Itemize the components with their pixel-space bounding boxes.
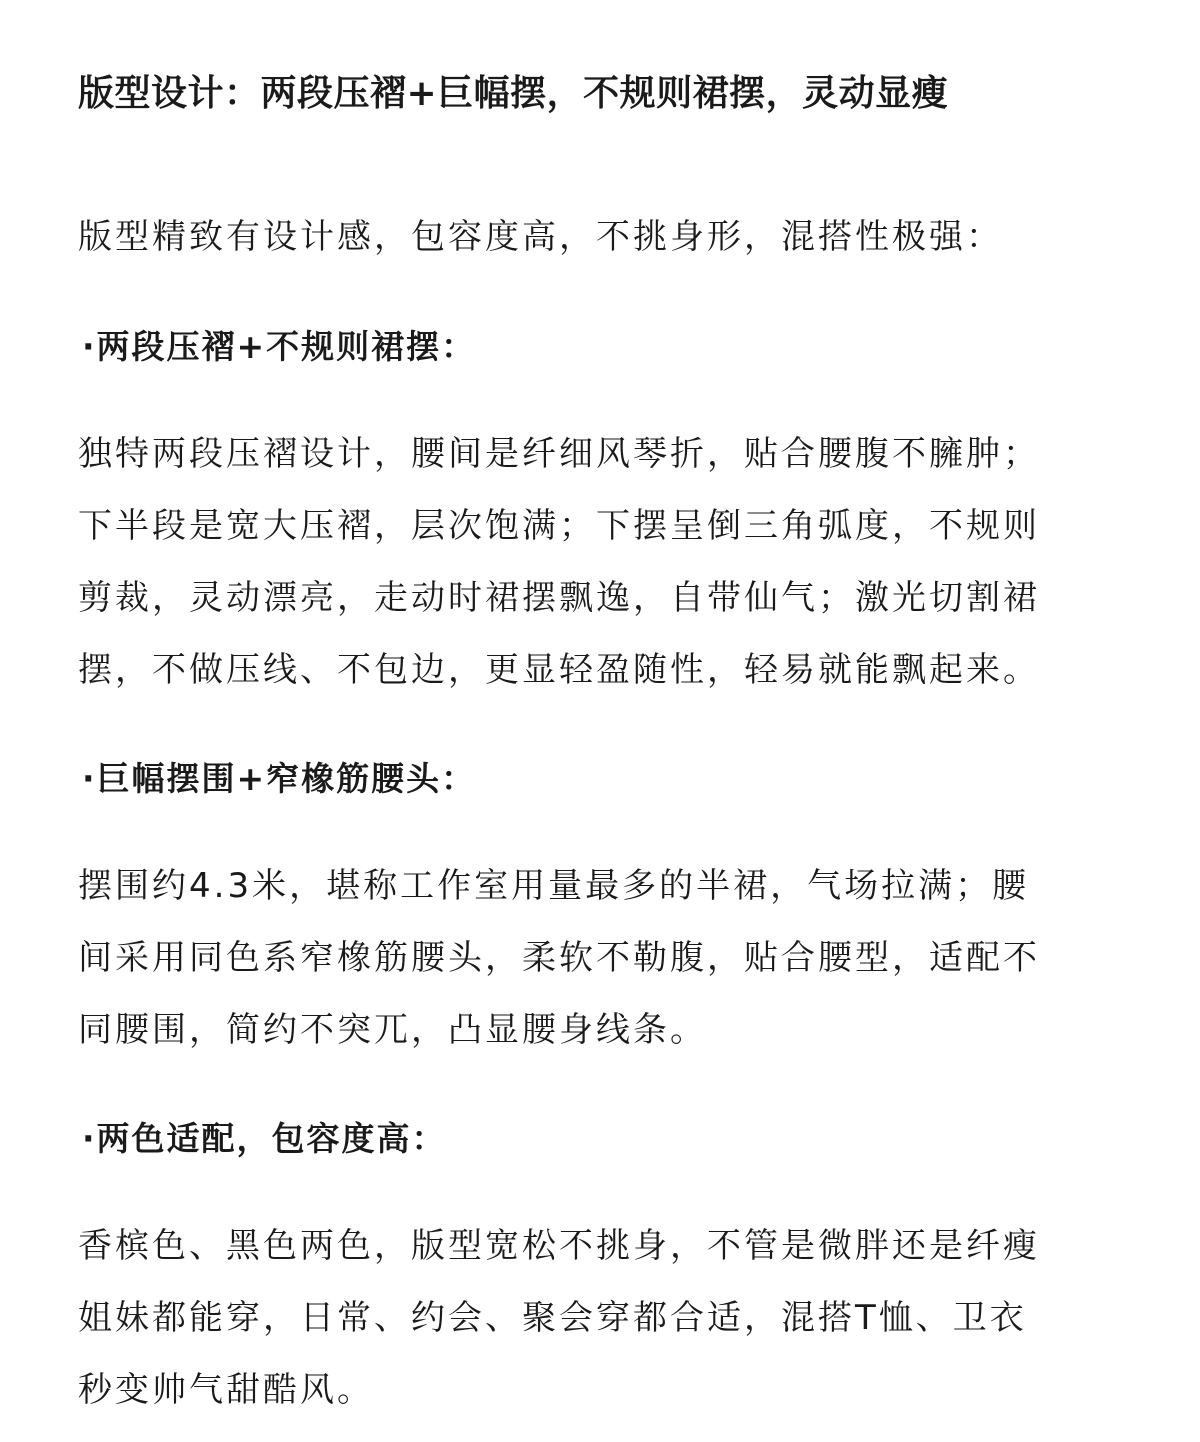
body-line: 摆，不做压线、不包边，更显轻盈随性，轻易就能飘起来。 xyxy=(78,650,1040,690)
body-line: 香槟色、黑色两色，版型宽松不挑身，不管是微胖还是纤瘦 xyxy=(78,1226,1040,1266)
body-line: 同腰围，简约不突兀，凸显腰身线条。 xyxy=(78,1010,707,1050)
body-line: 独特两段压褶设计，腰间是纤细风琴折，贴合腰腹不臃肿； xyxy=(78,434,1040,474)
section-body-pleats xyxy=(78,418,1122,706)
intro-text: 版型精致有设计感，包容度高，不挑身形，混搭性极强： xyxy=(78,217,1003,257)
section-heading-colors: ·两色适配，包容度高： xyxy=(82,1119,447,1158)
body-line: 摆围约4.3米，堪称工作室用量最多的半裙，气场拉满；腰 xyxy=(78,866,1030,906)
page-title: 版型设计：两段压褶+巨幅摆，不规则裙摆，灵动显瘦 xyxy=(78,73,949,114)
section-heading-pleats: ·两段压褶+不规则裙摆： xyxy=(82,327,477,366)
section-body-hem xyxy=(78,850,1122,1066)
body-line: 剪裁，灵动漂亮，走动时裙摆飘逸，自带仙气；激光切割裙 xyxy=(78,578,1040,618)
body-line: 下半段是宽大压褶，层次饱满；下摆呈倒三角弧度，不规则 xyxy=(78,506,1040,546)
section-body-colors xyxy=(78,1210,1122,1426)
body-line: 秒变帅气甜酷风。 xyxy=(78,1370,374,1410)
body-line: 间采用同色系窄橡筋腰头，柔软不勒腹，贴合腰型，适配不 xyxy=(78,938,1040,978)
section-heading-hem: ·巨幅摆围+窄橡筋腰头： xyxy=(82,759,477,798)
body-line: 姐妹都能穿，日常、约会、聚会穿都合适，混搭T恤、卫衣 xyxy=(78,1298,1027,1338)
